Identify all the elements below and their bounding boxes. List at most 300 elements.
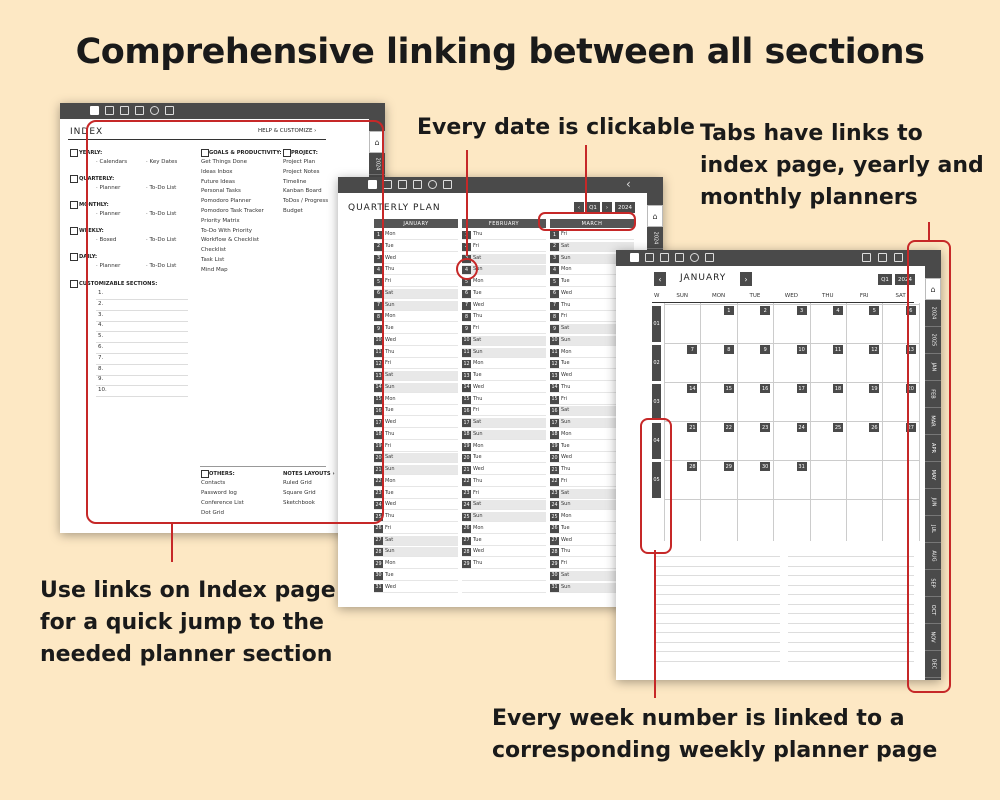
date-number-button[interactable]: 13 bbox=[551, 373, 558, 379]
date-button[interactable]: 16 bbox=[762, 385, 769, 392]
day-row[interactable] bbox=[374, 406, 458, 416]
day-row[interactable] bbox=[462, 230, 546, 240]
day-row[interactable] bbox=[374, 242, 458, 252]
date-number-button[interactable]: 14 bbox=[463, 385, 470, 391]
project-link[interactable]: Project Plan bbox=[283, 159, 316, 165]
custom-section-item[interactable]: 8. bbox=[98, 365, 104, 372]
day-row[interactable] bbox=[374, 265, 458, 275]
calendar-icon[interactable] bbox=[135, 106, 144, 115]
day-row[interactable] bbox=[462, 489, 546, 499]
project-link[interactable]: Kanban Board bbox=[283, 188, 322, 195]
date-number-button[interactable]: 7 bbox=[374, 302, 383, 310]
goals-link[interactable]: Future Ideas bbox=[201, 178, 235, 185]
date-number-button[interactable]: 26 bbox=[551, 526, 558, 532]
quarterly-title: QUARTERLY PLAN bbox=[348, 203, 441, 213]
callout-index: Use links on Index page for a quick jump to the needed planner section bbox=[40, 578, 336, 667]
checklist-icon[interactable] bbox=[398, 180, 407, 189]
date-number-button[interactable]: 24 bbox=[463, 502, 470, 508]
others-link[interactable]: Conference List bbox=[201, 500, 244, 506]
date-button[interactable]: 14 bbox=[689, 385, 696, 392]
day-row[interactable] bbox=[462, 477, 546, 487]
date-button[interactable]: 20 bbox=[907, 385, 914, 392]
day-row[interactable] bbox=[462, 312, 546, 322]
date-button[interactable]: 30 bbox=[762, 463, 769, 470]
day-row[interactable] bbox=[462, 395, 546, 405]
year-tab[interactable]: 2024 bbox=[369, 153, 385, 175]
day-row[interactable] bbox=[374, 289, 458, 299]
date-button[interactable]: 4 bbox=[833, 306, 843, 315]
date-number-button[interactable]: 21 bbox=[375, 467, 382, 473]
date-number-button[interactable]: 21 bbox=[551, 467, 558, 473]
date-number-button[interactable]: 2 bbox=[550, 243, 559, 251]
month-header[interactable]: MARCH bbox=[550, 219, 634, 228]
side-tab-apr[interactable]: APR bbox=[925, 435, 941, 462]
date-number-button[interactable]: 7 bbox=[462, 302, 471, 310]
date-number-button[interactable]: 5 bbox=[462, 278, 471, 286]
next-quarter-button[interactable]: › bbox=[602, 202, 612, 213]
date-button[interactable]: 13 bbox=[907, 346, 914, 353]
quarterly-heading[interactable]: QUARTERLY: bbox=[79, 176, 115, 182]
side-tab-sep[interactable]: SEP bbox=[925, 570, 941, 597]
date-button[interactable]: 31 bbox=[798, 463, 805, 470]
date-button[interactable]: 9 bbox=[760, 345, 770, 354]
date-number-button[interactable]: 22 bbox=[551, 479, 558, 485]
date-number-button[interactable]: 15 bbox=[551, 397, 558, 402]
note-line bbox=[654, 594, 780, 595]
day-row[interactable] bbox=[374, 301, 458, 311]
prev-quarter-button[interactable]: ‹ bbox=[574, 202, 584, 213]
day-row[interactable] bbox=[462, 500, 546, 510]
date-number-button[interactable]: 29 bbox=[551, 561, 558, 567]
date-number-button[interactable]: 18 bbox=[375, 432, 382, 438]
date-button[interactable]: 23 bbox=[762, 424, 769, 431]
month-header[interactable]: FEBRUARY bbox=[462, 219, 546, 228]
weekday-label: Mon bbox=[473, 524, 484, 531]
date-number-button[interactable]: 4 bbox=[550, 266, 559, 274]
date-button[interactable]: 1 bbox=[724, 306, 734, 315]
date-number-button[interactable]: 29 bbox=[463, 561, 470, 567]
date-button[interactable]: 6 bbox=[906, 306, 916, 315]
weekly-link[interactable]: · Boxed bbox=[96, 237, 117, 243]
day-row[interactable] bbox=[462, 289, 546, 299]
date-number-button[interactable]: 10 bbox=[375, 338, 382, 344]
notes-layouts-heading[interactable]: NOTES LAYOUTS › bbox=[283, 471, 335, 477]
date-button[interactable]: 29 bbox=[725, 463, 732, 470]
notes-link[interactable]: Ruled Grid bbox=[283, 480, 312, 486]
day-row[interactable] bbox=[462, 536, 546, 546]
empty-row bbox=[462, 583, 546, 593]
date-number-button[interactable]: 20 bbox=[375, 455, 382, 461]
day-row[interactable] bbox=[374, 536, 458, 546]
date-number-button[interactable]: 28 bbox=[551, 549, 558, 555]
back-chevron-icon[interactable]: ‹ bbox=[626, 177, 631, 191]
week-number-button[interactable]: 01 bbox=[652, 306, 661, 342]
date-button[interactable]: 11 bbox=[834, 346, 842, 353]
date-number-button[interactable]: 11 bbox=[375, 350, 382, 355]
date-number-button[interactable]: 12 bbox=[463, 361, 470, 367]
date-number-button[interactable]: 9 bbox=[374, 325, 383, 333]
day-row[interactable] bbox=[374, 395, 458, 405]
date-number-button[interactable]: 23 bbox=[551, 491, 558, 496]
calendar-icon[interactable] bbox=[675, 253, 684, 262]
date-number-button[interactable]: 24 bbox=[551, 502, 558, 508]
day-row[interactable] bbox=[462, 442, 546, 452]
side-tab-jan[interactable]: JAN bbox=[925, 354, 941, 381]
day-row[interactable] bbox=[374, 571, 458, 581]
date-button[interactable]: 27 bbox=[907, 424, 914, 431]
date-number-button[interactable]: 3 bbox=[374, 255, 383, 263]
others-link[interactable]: Password log bbox=[201, 490, 237, 496]
quarterly-link[interactable]: · Planner bbox=[96, 185, 121, 191]
others-link[interactable]: Contacts bbox=[201, 480, 226, 486]
calendar-icon[interactable] bbox=[413, 180, 422, 189]
date-number-button[interactable]: 18 bbox=[551, 432, 558, 438]
yearly-heading[interactable]: YEARLY: bbox=[79, 150, 103, 156]
day-row[interactable] bbox=[374, 559, 458, 569]
date-number-button[interactable]: 14 bbox=[375, 385, 382, 391]
date-number-button[interactable]: 13 bbox=[463, 373, 470, 379]
weekly-heading[interactable]: WEEKLY: bbox=[79, 228, 104, 234]
week-number-button[interactable]: 02 bbox=[652, 345, 661, 381]
date-number-button[interactable]: 10 bbox=[551, 338, 558, 344]
home-tab[interactable]: ⌂ bbox=[925, 278, 941, 300]
day-row[interactable] bbox=[374, 383, 458, 393]
custom-section-item[interactable]: 1. bbox=[98, 290, 104, 296]
chart-icon[interactable] bbox=[894, 253, 903, 262]
quarterly-link[interactable]: · To-Do List bbox=[146, 185, 177, 191]
day-row[interactable] bbox=[462, 547, 546, 557]
custom-section-item[interactable]: 3. bbox=[98, 311, 104, 318]
date-number-button[interactable]: 27 bbox=[551, 538, 558, 543]
goals-link[interactable]: Workflow & Checklist bbox=[201, 237, 260, 244]
date-number-button[interactable]: 10 bbox=[463, 338, 470, 344]
month-header[interactable]: JANUARY bbox=[374, 219, 458, 228]
project-link[interactable]: ToDos / Progress bbox=[283, 198, 329, 205]
side-tab-may[interactable]: MAY bbox=[925, 462, 941, 489]
week-number-button[interactable]: 03 bbox=[652, 384, 661, 420]
yearly-link[interactable]: · Key Dates bbox=[146, 159, 178, 165]
day-row[interactable] bbox=[462, 512, 546, 522]
custom-section-item[interactable]: 6. bbox=[98, 344, 104, 350]
date-number-button[interactable]: 3 bbox=[462, 255, 471, 263]
date-number-button[interactable]: 1 bbox=[374, 231, 383, 239]
quarter-button[interactable]: Q1 bbox=[878, 274, 892, 285]
weekday-label: Thu bbox=[385, 266, 395, 273]
day-row[interactable] bbox=[462, 371, 546, 381]
project-link[interactable]: Budget bbox=[283, 208, 303, 214]
day-row[interactable] bbox=[462, 453, 546, 463]
daily-heading[interactable]: DAILY: bbox=[79, 254, 98, 260]
date-number-button[interactable]: 14 bbox=[551, 385, 558, 391]
date-button[interactable]: 15 bbox=[725, 385, 732, 392]
date-button[interactable]: 25 bbox=[834, 424, 842, 431]
date-number-button[interactable]: 7 bbox=[550, 302, 559, 310]
date-number-button[interactable]: 28 bbox=[375, 549, 382, 555]
day-row[interactable] bbox=[462, 418, 546, 428]
date-number-button[interactable]: 20 bbox=[463, 455, 470, 461]
custom-section-item[interactable]: 5. bbox=[98, 333, 104, 340]
custom-section-item[interactable]: 4. bbox=[98, 322, 104, 329]
date-number-button[interactable]: 30 bbox=[551, 573, 558, 579]
day-row[interactable] bbox=[374, 442, 458, 452]
day-row[interactable] bbox=[462, 359, 546, 369]
date-button[interactable]: 12 bbox=[871, 346, 878, 353]
day-row[interactable] bbox=[462, 383, 546, 393]
day-row[interactable] bbox=[462, 242, 546, 252]
notes-link[interactable]: Square Grid bbox=[283, 490, 316, 496]
day-row[interactable] bbox=[374, 430, 458, 440]
date-button[interactable]: 2 bbox=[760, 306, 770, 315]
date-button[interactable]: 3 bbox=[797, 306, 807, 315]
day-row[interactable] bbox=[374, 524, 458, 534]
week-number-button[interactable]: 05 bbox=[652, 462, 661, 498]
date-number-button[interactable]: 26 bbox=[375, 526, 382, 532]
notes-link[interactable]: Sketchbook bbox=[283, 500, 315, 506]
date-number-button[interactable]: 25 bbox=[375, 514, 382, 520]
date-button[interactable]: 7 bbox=[687, 345, 697, 354]
date-number-button[interactable]: 17 bbox=[463, 420, 470, 426]
date-number-button[interactable]: 26 bbox=[463, 526, 470, 532]
goals-link[interactable]: Personal Tasks bbox=[201, 188, 241, 195]
date-number-button[interactable]: 29 bbox=[375, 561, 382, 567]
day-row[interactable] bbox=[462, 524, 546, 534]
home-icon[interactable] bbox=[90, 106, 99, 115]
date-number-button[interactable]: 6 bbox=[462, 290, 471, 298]
date-number-button[interactable]: 4 bbox=[462, 266, 471, 274]
day-row[interactable] bbox=[462, 559, 546, 569]
date-number-button[interactable]: 22 bbox=[375, 479, 382, 485]
day-row[interactable] bbox=[462, 324, 546, 334]
date-number-button[interactable]: 11 bbox=[463, 350, 470, 355]
date-number-button[interactable]: 16 bbox=[463, 408, 470, 414]
shapes-icon[interactable] bbox=[878, 253, 887, 262]
tabs-highlight-box bbox=[907, 240, 951, 693]
date-number-button[interactable]: 19 bbox=[463, 444, 470, 449]
date-number-button[interactable]: 31 bbox=[551, 585, 558, 590]
date-number-button[interactable]: 25 bbox=[551, 514, 558, 520]
day-row[interactable] bbox=[462, 465, 546, 475]
checklist-icon[interactable] bbox=[660, 253, 669, 262]
grid-icon[interactable] bbox=[862, 253, 871, 262]
side-tab-2025[interactable]: 2025 bbox=[925, 327, 941, 354]
date-number-button[interactable]: 15 bbox=[463, 397, 470, 402]
target-icon[interactable] bbox=[150, 106, 159, 115]
date-button[interactable]: 5 bbox=[869, 306, 879, 315]
side-tab-aug[interactable]: AUG bbox=[925, 543, 941, 570]
day-row[interactable] bbox=[374, 230, 458, 240]
day-row[interactable] bbox=[374, 512, 458, 522]
day-row[interactable] bbox=[462, 277, 546, 287]
others-link[interactable]: Dot Grid bbox=[201, 510, 225, 516]
date-button[interactable]: 17 bbox=[798, 385, 805, 392]
side-tab-dec[interactable]: DEC bbox=[925, 651, 941, 678]
target-icon[interactable] bbox=[690, 253, 699, 262]
date-button[interactable]: 22 bbox=[725, 424, 732, 431]
date-number-button[interactable]: 8 bbox=[550, 313, 559, 321]
date-number-button[interactable]: 8 bbox=[462, 313, 471, 321]
grid-line bbox=[846, 303, 847, 541]
day-row[interactable] bbox=[374, 371, 458, 381]
date-number-button[interactable]: 13 bbox=[375, 373, 382, 379]
date-number-button[interactable]: 23 bbox=[463, 491, 470, 496]
date-number-button[interactable]: 12 bbox=[375, 361, 382, 367]
home-icon[interactable] bbox=[630, 253, 639, 262]
day-row[interactable] bbox=[374, 418, 458, 428]
project-link[interactable]: Timeline bbox=[283, 178, 307, 185]
goals-link[interactable]: Checklist bbox=[201, 247, 226, 254]
date-number-button[interactable]: 23 bbox=[375, 491, 382, 496]
prev-month-button[interactable]: ‹ bbox=[654, 272, 666, 286]
day-row[interactable] bbox=[374, 547, 458, 557]
date-button[interactable]: 28 bbox=[689, 463, 696, 470]
daily-link[interactable]: · Planner bbox=[96, 263, 121, 269]
weekday-header: WED bbox=[784, 293, 798, 299]
day-row[interactable] bbox=[374, 348, 458, 358]
goals-link[interactable]: Pomodoro Task Tracker bbox=[201, 208, 264, 214]
custom-section-item[interactable]: 7. bbox=[98, 354, 104, 361]
date-number-button[interactable]: 12 bbox=[551, 361, 558, 367]
date-button[interactable]: 18 bbox=[834, 385, 842, 392]
date-number-button[interactable]: 11 bbox=[551, 350, 558, 355]
date-number-button[interactable]: 28 bbox=[463, 549, 470, 555]
date-number-button[interactable]: 21 bbox=[463, 467, 470, 473]
date-button[interactable]: 19 bbox=[871, 385, 878, 392]
goals-link[interactable]: Get Things Done bbox=[201, 159, 247, 165]
side-tab-nov[interactable]: NOV bbox=[925, 624, 941, 651]
day-row[interactable] bbox=[374, 453, 458, 463]
date-number-button[interactable]: 25 bbox=[463, 514, 470, 520]
date-number-button[interactable]: 16 bbox=[551, 408, 558, 414]
yearly-link[interactable]: · Calendars bbox=[96, 159, 128, 165]
weekday-label: Thu bbox=[561, 383, 571, 390]
notes-icon[interactable] bbox=[645, 253, 654, 262]
weekly-link[interactable]: · To-Do List bbox=[146, 237, 177, 243]
goals-link[interactable]: Pomodoro Planner bbox=[201, 198, 252, 205]
goals-link[interactable]: Mind Map bbox=[201, 266, 228, 273]
day-row[interactable] bbox=[462, 348, 546, 358]
date-number-button[interactable]: 4 bbox=[374, 266, 383, 274]
weekday-header: SAT bbox=[895, 293, 906, 299]
document-icon[interactable] bbox=[443, 180, 452, 189]
goals-link[interactable]: To-Do With Priority bbox=[201, 227, 253, 234]
home-tab[interactable]: ⌂ bbox=[647, 205, 663, 227]
date-number-button[interactable]: 5 bbox=[374, 278, 383, 286]
side-tab-2024[interactable]: 2024 bbox=[925, 300, 941, 327]
goals-link[interactable]: Priority Matrix bbox=[201, 217, 240, 224]
day-row[interactable] bbox=[374, 489, 458, 499]
day-row[interactable] bbox=[374, 465, 458, 475]
date-number-button[interactable]: 6 bbox=[374, 290, 383, 298]
date-button[interactable]: 24 bbox=[798, 424, 805, 431]
day-row[interactable] bbox=[462, 430, 546, 440]
document-icon[interactable] bbox=[165, 106, 174, 115]
day-row[interactable] bbox=[374, 500, 458, 510]
date-number-button[interactable]: 20 bbox=[551, 455, 558, 461]
date-number-button[interactable]: 1 bbox=[550, 231, 559, 239]
date-number-button[interactable]: 22 bbox=[463, 479, 470, 485]
daily-link[interactable]: · To-Do List bbox=[146, 263, 177, 269]
date-button[interactable]: 26 bbox=[871, 424, 878, 431]
goals-link[interactable]: Task List bbox=[201, 257, 225, 263]
quarter-label[interactable]: Q1 bbox=[586, 202, 600, 213]
custom-section-item[interactable]: 9. bbox=[98, 376, 104, 383]
date-number-button[interactable]: 15 bbox=[375, 397, 382, 402]
day-row[interactable] bbox=[374, 583, 458, 593]
date-number-button[interactable]: 31 bbox=[375, 585, 382, 590]
weekday-label: Tue bbox=[385, 407, 394, 414]
side-tab-jul[interactable]: JUL bbox=[925, 516, 941, 543]
side-tab-jun[interactable]: JUN bbox=[925, 489, 941, 516]
date-number-button[interactable]: 19 bbox=[375, 444, 382, 449]
day-row[interactable] bbox=[462, 406, 546, 416]
day-row[interactable] bbox=[374, 277, 458, 287]
date-button[interactable]: 10 bbox=[798, 346, 805, 353]
date-number-button[interactable]: 17 bbox=[375, 420, 382, 426]
date-number-button[interactable]: 17 bbox=[551, 420, 558, 426]
side-tab-feb[interactable]: FEB bbox=[925, 381, 941, 408]
monthly-heading[interactable]: MONTHLY: bbox=[79, 202, 109, 208]
date-number-button[interactable]: 27 bbox=[463, 538, 470, 543]
date-number-button[interactable]: 2 bbox=[374, 243, 383, 251]
date-button[interactable]: 8 bbox=[724, 345, 734, 354]
day-row[interactable] bbox=[374, 477, 458, 487]
day-row[interactable] bbox=[462, 301, 546, 311]
custom-section-item[interactable]: 2. bbox=[98, 300, 104, 307]
day-row[interactable] bbox=[374, 336, 458, 346]
week-number-button[interactable]: 04 bbox=[652, 423, 661, 459]
side-tab-mar[interactable]: MAR bbox=[925, 408, 941, 435]
goals-link[interactable]: Ideas Inbox bbox=[201, 168, 233, 175]
checklist-icon[interactable] bbox=[120, 106, 129, 115]
year-tab[interactable]: 2024 bbox=[647, 227, 663, 249]
date-number-button[interactable]: 24 bbox=[375, 502, 382, 508]
date-number-button[interactable]: 8 bbox=[374, 313, 383, 321]
home-tab[interactable]: ⌂ bbox=[369, 131, 385, 153]
year-button[interactable]: 2024 bbox=[895, 274, 915, 285]
day-row[interactable] bbox=[374, 359, 458, 369]
side-tab-oct[interactable]: OCT bbox=[925, 597, 941, 624]
help-customize-link[interactable]: HELP & CUSTOMIZE › bbox=[258, 128, 317, 134]
date-number-button[interactable]: 19 bbox=[551, 444, 558, 449]
document-icon[interactable] bbox=[705, 253, 714, 262]
monthly-link[interactable]: · Planner bbox=[96, 211, 121, 217]
day-row[interactable] bbox=[374, 324, 458, 334]
day-row[interactable] bbox=[462, 336, 546, 346]
project-link[interactable]: Project Notes bbox=[283, 168, 320, 175]
weekday-label: Tue bbox=[385, 489, 394, 496]
date-number-button[interactable]: 9 bbox=[462, 325, 471, 333]
day-row[interactable] bbox=[550, 230, 634, 240]
date-number-button[interactable]: 27 bbox=[375, 538, 382, 543]
date-number-button[interactable]: 9 bbox=[550, 325, 559, 333]
date-number-button[interactable]: 6 bbox=[550, 290, 559, 298]
monthly-link[interactable]: · To-Do List bbox=[146, 211, 177, 217]
next-month-button[interactable]: › bbox=[740, 272, 752, 286]
date-number-button[interactable]: 5 bbox=[550, 278, 559, 286]
notes-icon[interactable] bbox=[105, 106, 114, 115]
day-row[interactable] bbox=[374, 254, 458, 264]
date-number-button[interactable]: 30 bbox=[375, 573, 382, 579]
custom-section-item[interactable]: 10. bbox=[98, 387, 107, 394]
date-button[interactable]: 21 bbox=[689, 424, 696, 431]
year-button[interactable]: 2024 bbox=[615, 202, 635, 213]
date-number-button[interactable]: 3 bbox=[550, 255, 559, 263]
notes-icon[interactable] bbox=[383, 180, 392, 189]
day-row[interactable] bbox=[374, 312, 458, 322]
date-number-button[interactable]: 16 bbox=[375, 408, 382, 414]
date-number-button[interactable]: 18 bbox=[463, 432, 470, 438]
target-icon[interactable] bbox=[428, 180, 437, 189]
